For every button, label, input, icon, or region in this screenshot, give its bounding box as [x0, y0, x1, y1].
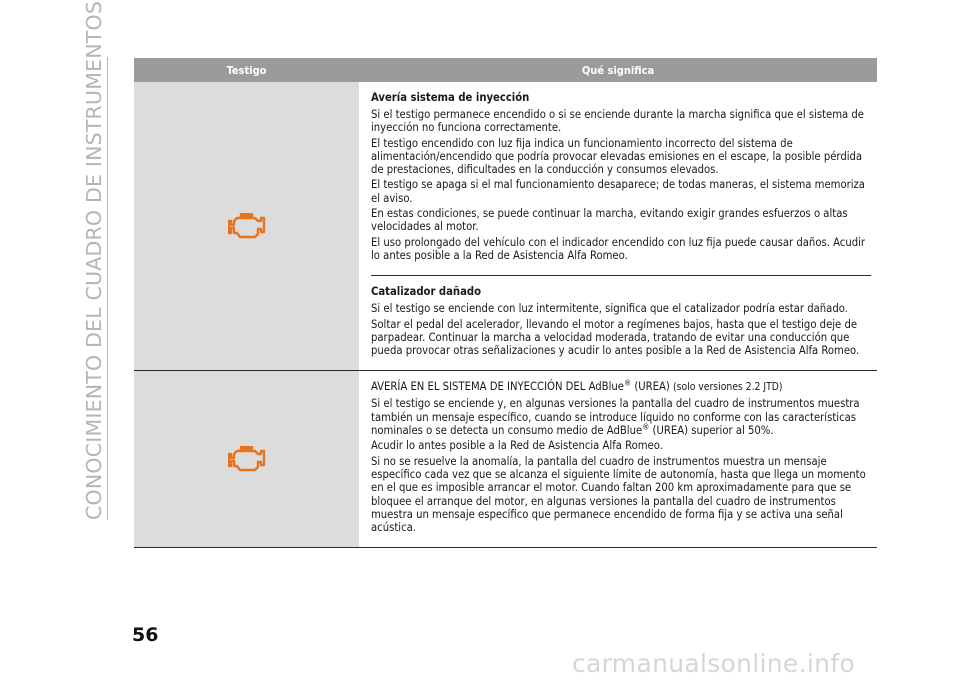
block-heading: Catalizador dañado: [371, 285, 481, 299]
block-heading: [371, 379, 871, 395]
table-header: [134, 58, 877, 82]
paragraph-text: Si el testigo se enciende y, en algunas versiones la pantalla del cuadro de instrumentos muestra también un mensaje específico, cuando se introduce líquido no conforme con las características nominales o se detecta un consumo medio de AdBlue: [371, 397, 860, 438]
paragraph: Si el testigo se enciende con luz intermitente, significa que el catalizador podría estar dañado.: [371, 302, 848, 316]
paragraph: Si el testigo permanece encendido o si se enciende durante la marcha significa que el sistema de inyección no funciona correctamente.: [371, 108, 864, 135]
table-row: [134, 371, 877, 548]
registered-mark: ®: [623, 378, 632, 388]
heading-text: AVERÍA EN EL SISTEMA DE INYECCIÓN DEL AdBlue: [371, 380, 624, 394]
adblue-fault-block: [371, 371, 871, 547]
paragraph: El testigo se apaga si el mal funcionamiento desaparece; de todas maneras, el sistema memoriza el aviso.: [371, 178, 865, 205]
paragraph: En estas condiciones, se puede continuar la marcha, evitando exigir grandes esfuerzos o altas velocidades al motor.: [371, 207, 848, 234]
table-row: [134, 82, 877, 371]
engine-warning-icon: [228, 213, 266, 239]
header-testigo: Testigo: [226, 63, 267, 77]
paragraph: El testigo encendido con luz fija indica un funcionamiento incorrecto del sistema de alimentación/encendido que podría provocar elevadas emisiones en el escape, la posible pérdida de prestaciones, dificultades en la conducción y consumos elevados.: [371, 136, 863, 177]
registered-mark: ®: [642, 422, 650, 432]
page-number: 56: [132, 624, 159, 646]
paragraph: [371, 397, 871, 437]
icon-cell: [134, 371, 359, 547]
watermark: carmanualsonline.info: [572, 649, 855, 678]
block-heading: Avería sistema de inyección: [371, 91, 530, 104]
side-divider: [107, 57, 108, 520]
heading-text: (UREA): [631, 380, 674, 394]
paragraph-text: (UREA) superior al 50%.: [649, 424, 774, 438]
paragraph: Si no se resuelve la anomalía, la pantalla del cuadro de instrumentos muestra un mensaje específico cada vez que se alcanza el siguiente límite de autonomía, hasta que llega un momento en el que es imposible arrancar el motor. Cuando faltan 200 km aproximadamente para que se bloquee el arranque del motor, en algunas versiones la pantalla del cuadro de instrumentos muestra un mensaje específico que permanece encendido de forma fija y se activa una señal acústica.: [371, 454, 866, 535]
section-side-title: CONOCIMIENTO DEL CUADRO DE INSTRUMENTOS: [82, 0, 106, 520]
paragraph: El uso prolongado del vehículo con el indicador encendido con luz fija puede causar daños. Acudir lo antes posible a la Red de Asistencia Alfa Romeo.: [371, 235, 866, 262]
icon-cell: [134, 82, 359, 370]
heading-note: (solo versiones 2.2 JTD): [673, 381, 783, 394]
engine-warning-icon: [228, 446, 266, 472]
paragraph: Acudir lo antes posible a la Red de Asistencia Alfa Romeo.: [371, 439, 663, 453]
injection-fault-block: [371, 82, 871, 275]
warning-lights-table: [134, 58, 877, 548]
catalyst-damaged-block: [371, 275, 871, 370]
header-significado: Qué significa: [581, 63, 655, 77]
paragraph: Soltar el pedal del acelerador, llevando el motor a regímenes bajos, hasta que el testigo deje de parpadear. Continuar la marcha a velocidad moderada, tratando de evitar una conducción que pueda provocar otras señalizaciones y acudir lo antes posible a la Red de Asistencia Alfa Romeo.: [371, 317, 860, 358]
